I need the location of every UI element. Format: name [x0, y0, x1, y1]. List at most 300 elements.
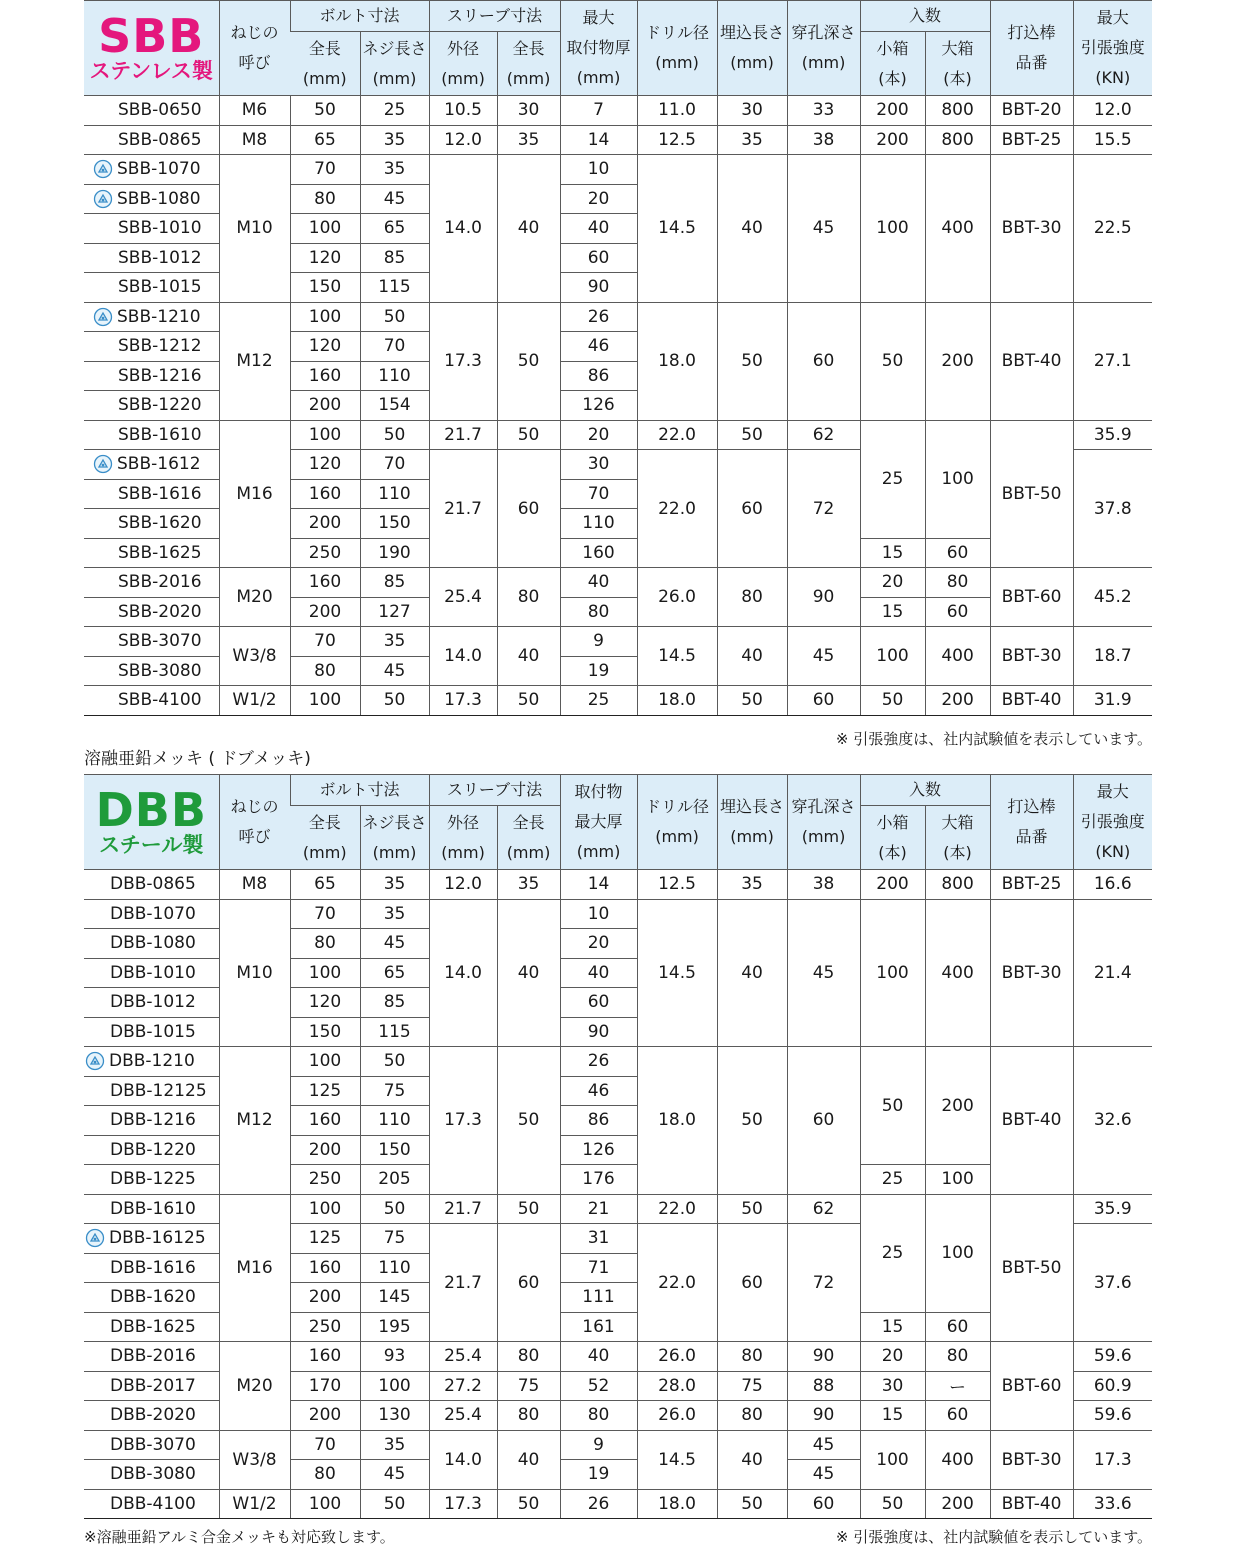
table-cell: 26	[560, 302, 637, 332]
table-cell: 88	[787, 1371, 860, 1401]
table-cell: 45	[787, 627, 860, 686]
table-cell: 100	[925, 420, 990, 538]
table-cell: 26.0	[637, 1342, 717, 1372]
table-cell: 17.3	[1073, 1430, 1152, 1489]
table-cell: 50	[360, 686, 429, 716]
header-bolt-group: ボルト寸法	[290, 775, 429, 806]
model-cell	[84, 1224, 219, 1254]
table-cell: 15	[860, 1312, 925, 1342]
table-cell: 100	[860, 1430, 925, 1489]
table-cell: 50	[360, 1194, 429, 1224]
table-cell: 120	[290, 988, 360, 1018]
table-cell: 21.4	[1073, 899, 1152, 1047]
model-cell	[84, 243, 219, 273]
table-cell: 35	[717, 870, 787, 900]
header-line: 最大	[582, 8, 615, 27]
table-cell: 35.9	[1073, 420, 1152, 450]
table-cell: BBT-40	[990, 686, 1073, 716]
model-cell	[84, 1342, 219, 1372]
table-cell: 80	[290, 1460, 360, 1490]
table-cell: 50	[717, 1047, 787, 1195]
header-line: 呼び	[238, 827, 271, 846]
table-cell: W3/8	[219, 1430, 290, 1489]
table-cell: 59.6	[1073, 1401, 1152, 1431]
table-cell: 20	[560, 184, 637, 214]
table-cell: 50	[717, 1194, 787, 1224]
stock-stamp-icon	[93, 454, 113, 474]
table-cell: 80	[717, 1342, 787, 1372]
table-cell: 120	[290, 243, 360, 273]
table-cell: 50	[497, 302, 560, 420]
model-number: DBB-0865	[110, 874, 196, 895]
table-cell: 60	[787, 1489, 860, 1519]
brand-material: ステンレス製	[89, 59, 213, 83]
table-cell: 14.0	[429, 899, 497, 1047]
model-cell	[84, 1430, 219, 1460]
header-qty-group: 入数	[860, 775, 990, 806]
table-cell: 11.0	[637, 96, 717, 126]
table-cell: BBT-30	[990, 1430, 1073, 1489]
table-cell: 19	[560, 1460, 637, 1490]
table-cell: 12.0	[429, 125, 497, 155]
table-cell: 115	[360, 273, 429, 303]
table-cell: 90	[787, 1401, 860, 1431]
model-number: SBB-1625	[118, 542, 202, 563]
table-cell: 200	[925, 302, 990, 420]
model-number: DBB-2016	[110, 1346, 196, 1367]
model-number: DBB-1210	[109, 1051, 195, 1072]
table-cell: 45.2	[1073, 568, 1152, 627]
header-line: 品番	[1015, 827, 1048, 846]
table-cell: 80	[497, 568, 560, 627]
table-cell: 21	[560, 1194, 637, 1224]
header-screw-length	[360, 806, 429, 870]
table-cell: 50	[860, 1047, 925, 1165]
model-number: DBB-1225	[110, 1169, 196, 1190]
table-cell: 50	[497, 1194, 560, 1224]
table-cell: 30	[560, 450, 637, 480]
model-number: DBB-1070	[110, 903, 196, 924]
table-cell: 25	[360, 96, 429, 126]
table-cell: 12.0	[1073, 96, 1152, 126]
table-cell: 20	[860, 568, 925, 598]
table-cell: 45	[787, 899, 860, 1047]
table-cell: 14.0	[429, 1430, 497, 1489]
model-number: DBB-1216	[110, 1110, 196, 1131]
model-cell	[84, 597, 219, 627]
table-cell: 35	[360, 155, 429, 185]
model-cell	[84, 302, 219, 332]
header-line: (mm)	[441, 68, 485, 88]
table-cell: 25	[860, 1165, 925, 1195]
table-row	[84, 1342, 1152, 1372]
table-cell: 200	[860, 125, 925, 155]
table-cell: 125	[290, 1076, 360, 1106]
table-cell: 125	[290, 1224, 360, 1254]
table-cell: 195	[360, 1312, 429, 1342]
header-line: 呼び	[238, 53, 271, 72]
header-line: 大箱	[941, 812, 974, 832]
table-cell: 176	[560, 1165, 637, 1195]
table-cell: 400	[925, 899, 990, 1047]
table-cell: 7	[560, 96, 637, 126]
header-drill	[637, 775, 717, 870]
table-cell: 60	[925, 1312, 990, 1342]
model-number: DBB-2017	[110, 1375, 196, 1396]
model-cell	[84, 361, 219, 391]
table-cell: M10	[219, 899, 290, 1047]
brand-logo	[84, 1, 219, 96]
model-cell	[84, 1106, 219, 1136]
model-cell	[84, 870, 219, 900]
table-cell: 14	[560, 870, 637, 900]
model-cell	[84, 1076, 219, 1106]
model-number: SBB-1220	[118, 395, 202, 416]
model-number: SBB-1012	[118, 247, 202, 268]
table-cell: 70	[290, 1430, 360, 1460]
header-line: 全長	[512, 812, 545, 832]
header-line: (KN)	[1095, 842, 1131, 861]
table-row	[84, 627, 1152, 657]
table-cell: 90	[560, 1017, 637, 1047]
model-cell	[84, 1312, 219, 1342]
table-cell: 50	[860, 1489, 925, 1519]
table-cell: 160	[290, 361, 360, 391]
table-cell: 14	[560, 125, 637, 155]
table-cell: 38	[787, 125, 860, 155]
table-cell: BBT-40	[990, 1489, 1073, 1519]
header-rod	[990, 1, 1073, 96]
table-cell: 75	[497, 1371, 560, 1401]
model-number: DBB-1610	[110, 1198, 196, 1219]
header-line: (mm)	[801, 827, 846, 846]
table-cell: 60	[497, 450, 560, 568]
table-cell: M12	[219, 302, 290, 420]
table-cell: 10	[560, 899, 637, 929]
table-row	[84, 420, 1152, 450]
header-line: ネジ長さ	[362, 812, 427, 832]
table-cell: 85	[360, 243, 429, 273]
table-cell: 126	[560, 391, 637, 421]
header-line: 外径	[447, 812, 480, 832]
model-number: SBB-1620	[118, 513, 202, 534]
table-cell: 80	[560, 1401, 637, 1431]
table-cell: 26.0	[637, 1401, 717, 1431]
table-cell: 72	[787, 450, 860, 568]
table-cell: 110	[360, 1106, 429, 1136]
table-row	[84, 899, 1152, 929]
table-cell: 154	[360, 391, 429, 421]
table-cell: 100	[925, 1165, 990, 1195]
brand-name: SBB	[98, 9, 205, 63]
table-cell: 60	[717, 450, 787, 568]
header-sleeve-length	[497, 32, 560, 96]
table-cell: 40	[497, 1430, 560, 1489]
table-cell: 200	[290, 509, 360, 539]
table-cell: BBT-25	[990, 125, 1073, 155]
table-cell: 30	[717, 96, 787, 126]
table-cell: 127	[360, 597, 429, 627]
model-cell	[84, 1489, 219, 1519]
stock-stamp-icon	[93, 189, 113, 209]
table-cell: 40	[717, 899, 787, 1047]
header-small-box	[860, 806, 925, 870]
model-number: SBB-1015	[118, 277, 202, 298]
table-cell: 35	[360, 1430, 429, 1460]
table-cell: 115	[360, 1017, 429, 1047]
table-cell: 33.6	[1073, 1489, 1152, 1519]
table-cell: M8	[219, 125, 290, 155]
header-line: (本)	[878, 842, 907, 862]
table-cell: 40	[560, 568, 637, 598]
table-cell: M6	[219, 96, 290, 126]
table-cell: 800	[925, 125, 990, 155]
table-cell: 160	[560, 538, 637, 568]
table-cell: 70	[360, 450, 429, 480]
table-cell: 62	[787, 1194, 860, 1224]
model-number: DBB-1220	[110, 1139, 196, 1160]
table-cell: 800	[925, 96, 990, 126]
table-cell: 15	[860, 538, 925, 568]
header-strength	[1073, 775, 1152, 870]
table-cell: 160	[290, 1253, 360, 1283]
table-cell: 50	[860, 302, 925, 420]
model-number: SBB-2020	[118, 601, 202, 622]
header-drill	[637, 1, 717, 96]
table-cell: M8	[219, 870, 290, 900]
model-cell	[84, 1253, 219, 1283]
section-title: 溶融亜鉛メッキ ( ドブメッキ)	[84, 749, 311, 769]
model-number: SBB-1080	[117, 188, 201, 209]
table-row	[84, 568, 1152, 598]
table-row	[84, 302, 1152, 332]
header-line: ネジ長さ	[362, 38, 427, 58]
table-cell: 40	[560, 958, 637, 988]
table-cell: 15	[860, 597, 925, 627]
header-line: 大箱	[941, 38, 974, 58]
header-line: (mm)	[441, 842, 485, 862]
table-cell: 40	[497, 899, 560, 1047]
dbb-spec-table	[84, 774, 1152, 1519]
header-hole-depth	[787, 1, 860, 96]
table-cell: 40	[560, 1342, 637, 1372]
sbb-spec-table	[84, 0, 1152, 716]
model-number: DBB-1625	[110, 1316, 196, 1337]
table-cell: 21.7	[429, 450, 497, 568]
table-cell: 30	[497, 96, 560, 126]
table-cell: 150	[360, 1135, 429, 1165]
table-cell: 200	[925, 686, 990, 716]
table-cell: 22.5	[1073, 155, 1152, 303]
table-cell: 26	[560, 1489, 637, 1519]
table-cell: 100	[860, 155, 925, 303]
model-cell	[84, 1460, 219, 1490]
header-line: 穿孔深さ	[791, 797, 856, 816]
table-cell: ー	[925, 1371, 990, 1401]
header-line: 埋込長さ	[720, 797, 785, 816]
header-line: (本)	[943, 68, 972, 88]
table-cell: 38	[787, 870, 860, 900]
table-cell: 50	[290, 96, 360, 126]
table-cell: 59.6	[1073, 1342, 1152, 1372]
table-cell: 50	[860, 686, 925, 716]
table-cell: 27.2	[429, 1371, 497, 1401]
model-number: DBB-1616	[110, 1257, 196, 1278]
table-cell: 200	[290, 1283, 360, 1313]
table-cell: 145	[360, 1283, 429, 1313]
table-row	[84, 125, 1152, 155]
model-cell	[84, 332, 219, 362]
header-bolt-group: ボルト寸法	[290, 1, 429, 32]
table-cell: 46	[560, 1076, 637, 1106]
table-cell: 85	[360, 568, 429, 598]
table-cell: 60.9	[1073, 1371, 1152, 1401]
model-cell	[84, 1371, 219, 1401]
model-number: SBB-4100	[118, 690, 202, 711]
model-number: SBB-2016	[118, 572, 202, 593]
model-cell	[84, 988, 219, 1018]
table-cell: 126	[560, 1135, 637, 1165]
table-cell: BBT-30	[990, 899, 1073, 1047]
model-number: DBB-1012	[110, 992, 196, 1013]
table-cell: 80	[717, 568, 787, 627]
stock-stamp-icon	[85, 1228, 105, 1248]
table-cell: 100	[290, 1194, 360, 1224]
table-cell: 80	[497, 1342, 560, 1372]
header-line: (mm)	[372, 842, 417, 862]
table-cell: 80	[717, 1401, 787, 1431]
table-cell: 60	[925, 1401, 990, 1431]
table-row	[84, 1047, 1152, 1077]
header-line: ねじの	[230, 797, 279, 816]
dbb-strength-note: ※ 引張強度は、社内試験値を表示しています。	[835, 1528, 1152, 1546]
header-line: 打込棒	[1007, 797, 1056, 816]
table-cell: 62	[787, 420, 860, 450]
header-line: (mm)	[730, 53, 774, 72]
header-hole-depth	[787, 775, 860, 870]
table-cell: 65	[290, 125, 360, 155]
brand-material: スチール製	[99, 833, 204, 857]
table-cell: 80	[290, 929, 360, 959]
model-number: DBB-1620	[110, 1287, 196, 1308]
model-cell	[84, 568, 219, 598]
model-cell	[84, 450, 219, 480]
model-number: DBB-1010	[110, 962, 196, 983]
model-cell	[84, 1165, 219, 1195]
table-cell: 18.0	[637, 302, 717, 420]
header-line: (mm)	[655, 827, 699, 846]
model-cell	[84, 391, 219, 421]
table-cell: 250	[290, 538, 360, 568]
model-number: DBB-1080	[110, 933, 196, 954]
table-cell: M10	[219, 155, 290, 303]
table-cell: 20	[560, 929, 637, 959]
header-outer-dia	[429, 32, 497, 96]
table-cell: 37.6	[1073, 1224, 1152, 1342]
table-cell: 17.3	[429, 302, 497, 420]
table-cell: 160	[290, 1342, 360, 1372]
table-cell: 45	[360, 929, 429, 959]
table-cell: 100	[860, 899, 925, 1047]
table-cell: 26.0	[637, 568, 717, 627]
model-number: SBB-1216	[118, 365, 202, 386]
table-cell: 35	[360, 125, 429, 155]
table-cell: 50	[360, 302, 429, 332]
table-cell: 33	[787, 96, 860, 126]
table-cell: 14.5	[637, 627, 717, 686]
table-cell: BBT-60	[990, 1342, 1073, 1431]
header-line: 全長	[308, 38, 341, 58]
table-cell: 100	[290, 958, 360, 988]
table-cell: 12.0	[429, 870, 497, 900]
header-line: (mm)	[655, 53, 699, 72]
table-cell: 86	[560, 361, 637, 391]
model-number: SBB-1612	[117, 454, 201, 475]
table-cell: 400	[925, 155, 990, 303]
model-cell	[84, 627, 219, 657]
table-cell: 100	[360, 1371, 429, 1401]
table-cell: 21.7	[429, 1194, 497, 1224]
header-line: (mm)	[506, 68, 551, 88]
header-line: 埋込長さ	[720, 23, 785, 42]
table-cell: 80	[497, 1401, 560, 1431]
table-cell: 12.5	[637, 125, 717, 155]
table-cell: 200	[290, 1135, 360, 1165]
table-cell: 21.7	[429, 1224, 497, 1342]
header-thread	[219, 1, 290, 96]
header-line: 品番	[1015, 53, 1048, 72]
table-cell: 25	[860, 1194, 925, 1312]
table-cell: 72	[787, 1224, 860, 1342]
stock-stamp-icon	[85, 1051, 105, 1071]
table-cell: 250	[290, 1312, 360, 1342]
model-cell	[84, 1283, 219, 1313]
table-cell: 110	[560, 509, 637, 539]
table-cell: 18.7	[1073, 627, 1152, 686]
model-cell	[84, 656, 219, 686]
table-row	[84, 1489, 1152, 1519]
table-cell: 14.5	[637, 1430, 717, 1489]
table-cell: 14.0	[429, 627, 497, 686]
header-line: 小箱	[876, 812, 909, 832]
header-max-fixture	[560, 1, 637, 96]
table-cell: 22.0	[637, 1224, 717, 1342]
table-cell: 14.5	[637, 899, 717, 1047]
table-cell: 86	[560, 1106, 637, 1136]
table-cell: M20	[219, 568, 290, 627]
table-cell: 15.5	[1073, 125, 1152, 155]
header-line: (本)	[878, 68, 907, 88]
table-cell: 30	[860, 1371, 925, 1401]
table-cell: 160	[290, 479, 360, 509]
table-cell: 70	[290, 899, 360, 929]
table-cell: 9	[560, 1430, 637, 1460]
table-cell: 50	[497, 686, 560, 716]
table-cell: 200	[860, 96, 925, 126]
table-cell: 45	[360, 184, 429, 214]
stock-stamp-icon	[93, 159, 113, 179]
table-cell: 25.4	[429, 1342, 497, 1372]
table-cell: 80	[290, 184, 360, 214]
header-line: ドリル径	[645, 23, 710, 42]
table-cell: 17.3	[429, 1489, 497, 1519]
table-cell: 85	[360, 988, 429, 1018]
table-cell: 45	[360, 1460, 429, 1490]
table-cell: 50	[717, 686, 787, 716]
table-row	[84, 870, 1152, 900]
model-cell	[84, 538, 219, 568]
model-cell	[84, 1401, 219, 1431]
